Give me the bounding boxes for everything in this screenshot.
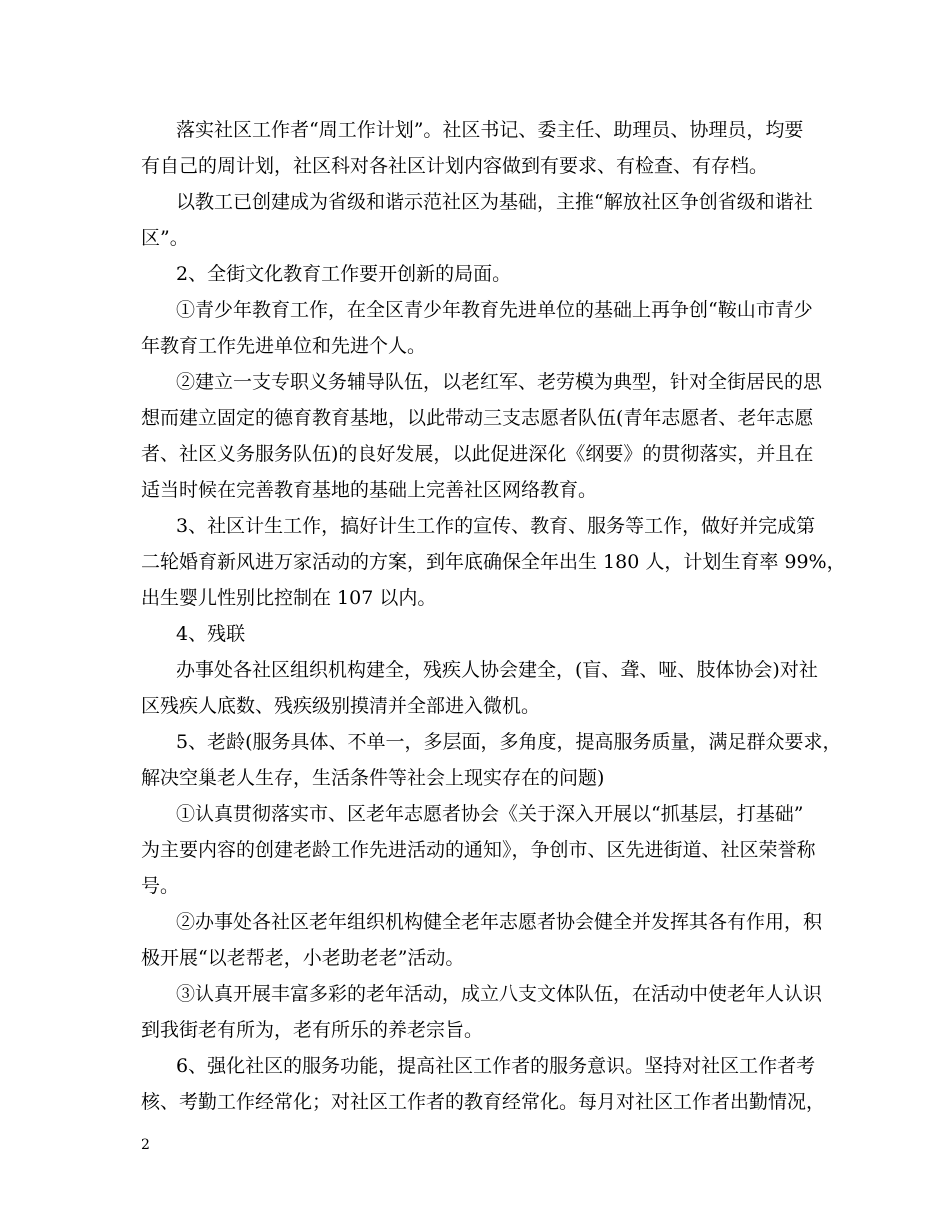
text-line-9: 想而建立固定的德育教育基地，以此带动三支志愿者队伍(青年志愿者、老年志愿 — [141, 407, 814, 429]
text-line-20: ①认真贯彻落实市、区老年志愿者协会《关于深入开展以“抓基层，打基础” — [176, 803, 804, 825]
text-line-27: 6、强化社区的服务功能，提高社区工作者的服务意识。坚持对社区工作者考 — [176, 1055, 816, 1077]
text-line-13: 二轮婚育新风进万家活动的方案，到年底确保全年出生 180 人，计划生育率 99%， — [141, 551, 846, 573]
text-line-12: 3、社区计生工作，搞好计生工作的宣传、教育、服务等工作，做好并完成第 — [176, 515, 816, 537]
text-line-22: 号。 — [141, 875, 180, 897]
text-line-17: 区残疾人底数、残疾级别摸清并全部进入微机。 — [141, 695, 541, 717]
text-line-5: 2、全街文化教育工作要开创新的局面。 — [176, 263, 512, 285]
text-line-7: 年教育工作先进单位和先进个人。 — [141, 335, 427, 357]
text-line-18: 5、老龄(服务具体、不单一，多层面，多角度，提高服务质量，满足群众要求， — [176, 731, 842, 753]
text-line-10: 者、社区义务服务队伍)的良好发展，以此促进深化《纲要》的贯彻落实，并且在 — [141, 443, 814, 465]
text-line-26: 到我街老有所为，老有所乐的养老宗旨。 — [141, 1019, 484, 1041]
text-line-23: ②办事处各社区老年组织机构健全老年志愿者协会健全并发挥其各有作用，积 — [176, 911, 823, 933]
text-line-11: 适当时候在完善教育基地的基础上完善社区网络教育。 — [141, 479, 598, 501]
page-number: 2 — [141, 1137, 150, 1153]
text-line-8: ②建立一支专职义务辅导队伍，以老红军、老劳模为典型，针对全街居民的思 — [176, 371, 823, 393]
text-line-3: 以教工已创建成为省级和谐示范社区为基础，主推“解放社区争创省级和谐社 — [176, 191, 813, 213]
text-line-1: 落实社区工作者“周工作计划”。社区书记、委主任、助理员、协理员，均要 — [176, 119, 804, 141]
text-line-4: 区”。 — [141, 227, 189, 249]
text-line-24: 极开展“以老帮老，小老助老老”活动。 — [141, 947, 465, 969]
text-line-28: 核、考勤工作经常化；对社区工作者的教育经常化。每月对社区工作者出勤情况， — [141, 1091, 826, 1113]
text-line-25: ③认真开展丰富多彩的老年活动，成立八支文体队伍，在活动中使老年人认识 — [176, 983, 823, 1005]
text-line-2: 有自己的周计划，社区科对各社区计划内容做到有要求、有检查、有存档。 — [141, 155, 769, 177]
text-line-6: ①青少年教育工作，在全区青少年教育先进单位的基础上再争创“鞍山市青少 — [176, 299, 813, 321]
text-line-19: 解决空巢老人生存，生活条件等社会上现实存在的问题) — [141, 767, 605, 789]
text-line-14: 出生婴儿性别比控制在 107 以内。 — [141, 587, 437, 609]
text-line-15: 4、残联 — [176, 623, 246, 645]
text-line-16: 办事处各社区组织机构建全，残疾人协会建全，(盲、聋、哑、肢体协会)对社 — [176, 659, 818, 681]
text-line-21: 为主要内容的创建老龄工作先进活动的通知》，争创市、区先进街道、社区荣誉称 — [141, 839, 816, 861]
